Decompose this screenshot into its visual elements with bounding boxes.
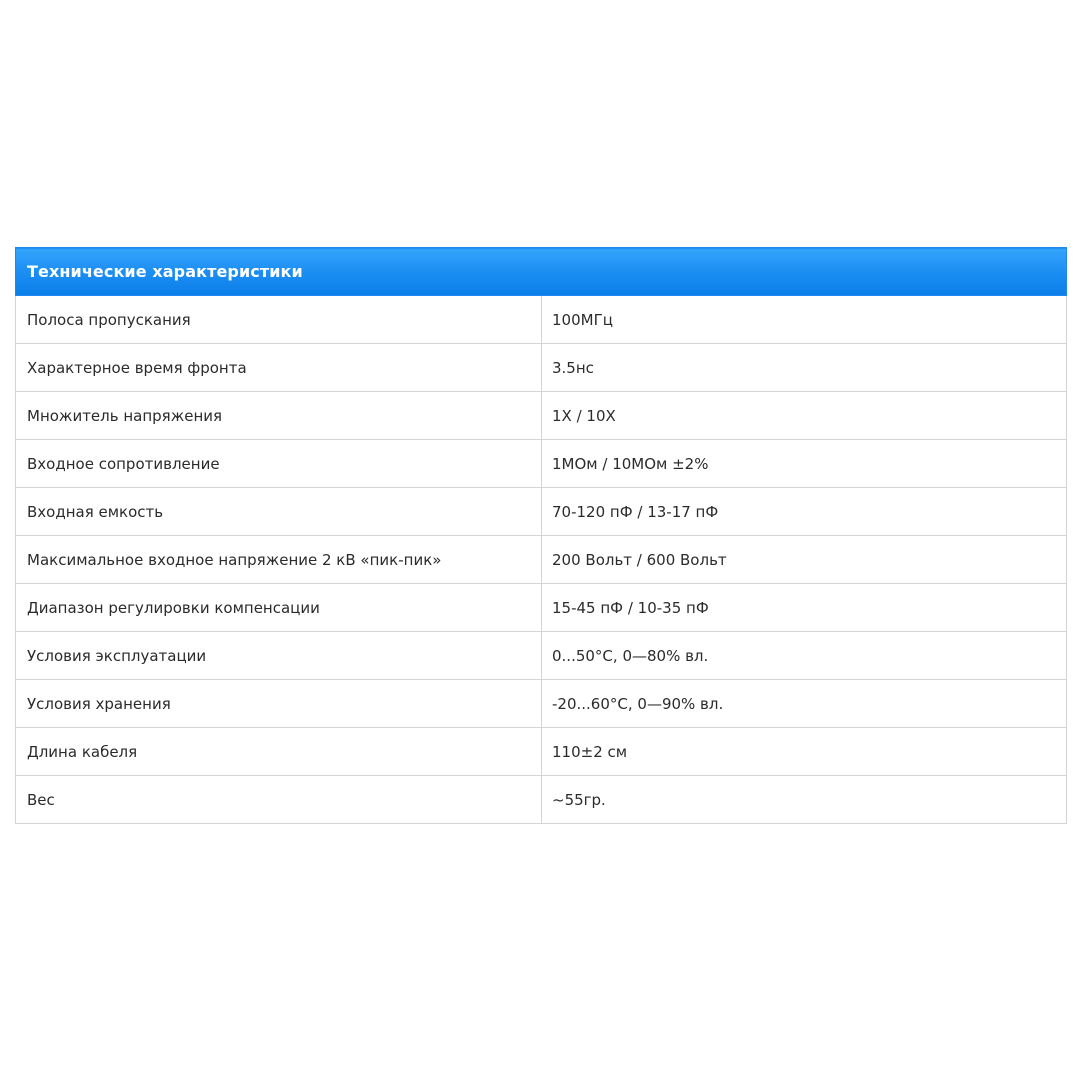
spec-label: Максимальное входное напряжение 2 кВ «пик-пик»: [16, 536, 542, 584]
spec-value: ~55гр.: [542, 776, 1067, 824]
table-row: [16, 344, 1067, 392]
spec-label: Множитель напряжения: [16, 392, 542, 440]
spec-value: 100МГц: [542, 296, 1067, 344]
table-row: [16, 584, 1067, 632]
spec-value: 0...50°C, 0—80% вл.: [542, 632, 1067, 680]
spec-value: 1X / 10X: [542, 392, 1067, 440]
spec-value: -20...60°C, 0—90% вл.: [542, 680, 1067, 728]
table-row: [16, 632, 1067, 680]
spec-label: Условия эксплуатации: [16, 632, 542, 680]
spec-value: 3.5нс: [542, 344, 1067, 392]
spec-label: Длина кабеля: [16, 728, 542, 776]
table-row: [16, 392, 1067, 440]
specifications-table: [15, 247, 1067, 824]
spec-label: Входное сопротивление: [16, 440, 542, 488]
table-header-row: [16, 248, 1067, 296]
spec-value: 70-120 пФ / 13-17 пФ: [542, 488, 1067, 536]
spec-label: Характерное время фронта: [16, 344, 542, 392]
spec-value: 110±2 см: [542, 728, 1067, 776]
table-row: [16, 488, 1067, 536]
spec-label: Диапазон регулировки компенсации: [16, 584, 542, 632]
table-row: [16, 536, 1067, 584]
table-title: Технические характеристики: [16, 248, 1067, 296]
spec-value: 200 Вольт / 600 Вольт: [542, 536, 1067, 584]
spec-label: Полоса пропускания: [16, 296, 542, 344]
table-row: [16, 728, 1067, 776]
spec-value: 1МОм / 10МОм ±2%: [542, 440, 1067, 488]
spec-label: Условия хранения: [16, 680, 542, 728]
spec-value: 15-45 пФ / 10-35 пФ: [542, 584, 1067, 632]
spec-label: Вес: [16, 776, 542, 824]
table-row: [16, 680, 1067, 728]
spec-label: Входная емкость: [16, 488, 542, 536]
table-row: [16, 440, 1067, 488]
table-row: [16, 296, 1067, 344]
table-row: [16, 776, 1067, 824]
